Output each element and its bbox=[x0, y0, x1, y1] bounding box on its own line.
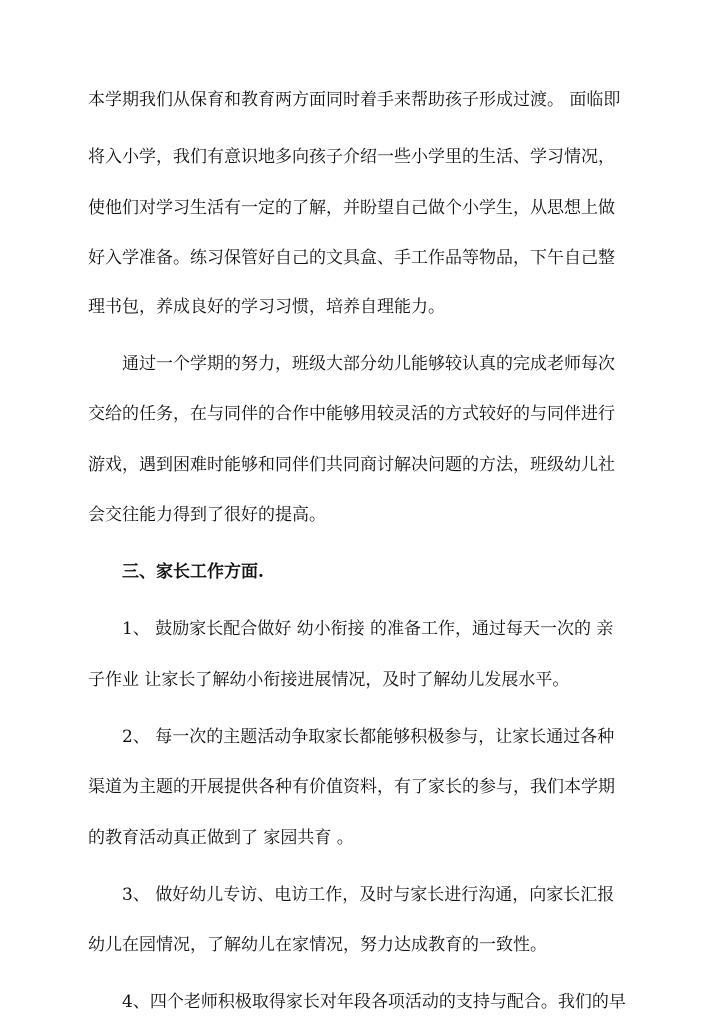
text-line: 使他们对学习生活有一定的了解，并盼望自己做个小学生，从思想上做 bbox=[88, 198, 615, 218]
text-line: 好入学准备。练习保管好自己的文具盒、手工作品等物品，下午自己整 bbox=[88, 248, 615, 268]
text-line: 会交往能力得到了很好的提高。 bbox=[88, 505, 326, 525]
text-line: 3、 做好幼儿专访、电访工作，及时与家长进行沟通，向家长汇报 bbox=[122, 885, 615, 905]
text-line: 交给的任务，在与同伴的合作中能够用较灵活的方式较好的与同伴进行 bbox=[88, 404, 615, 424]
text-line: 的教育活动真正做到了 家园共育 。 bbox=[88, 828, 354, 848]
text-line: 子作业 让家长了解幼小衔接进展情况，及时了解幼儿发展水平。 bbox=[88, 670, 570, 690]
text-line: 通过一个学期的努力，班级大部分幼儿能够较认真的完成老师每次 bbox=[122, 354, 615, 374]
text-line: 4、四个老师积极取得家长对年段各项活动的支持与配合。我们的早 bbox=[122, 992, 626, 1012]
text-line: 将入小学，我们有意识地多向孩子介绍一些小学里的生活、学习情况， bbox=[88, 147, 615, 167]
text-line: 游戏，遇到困难时能够和同伴们共同商讨解决问题的方法，班级幼儿社 bbox=[88, 455, 615, 475]
text-line: 幼儿在园情况，了解幼儿在家情况，努力达成教育的一致性。 bbox=[88, 935, 547, 955]
text-line: 本学期我们从保育和教育两方面同时着手来帮助孩子形成过渡。 面临即 bbox=[88, 90, 621, 110]
text-line: 渠道为主题的开展提供各种有价值资料，有了家长的参与，我们本学期 bbox=[88, 777, 615, 797]
text-line: 2、 每一次的主题活动争取家长都能够积极参与，让家长通过各种 bbox=[122, 727, 615, 747]
text-line: 1、 鼓励家长配合做好 幼小衔接 的准备工作，通过每天一次的 亲 bbox=[122, 619, 614, 639]
text-line: 理书包，养成良好的学习习惯，培养自理能力。 bbox=[88, 297, 445, 317]
section-heading: 三、家长工作方面. bbox=[122, 562, 264, 582]
